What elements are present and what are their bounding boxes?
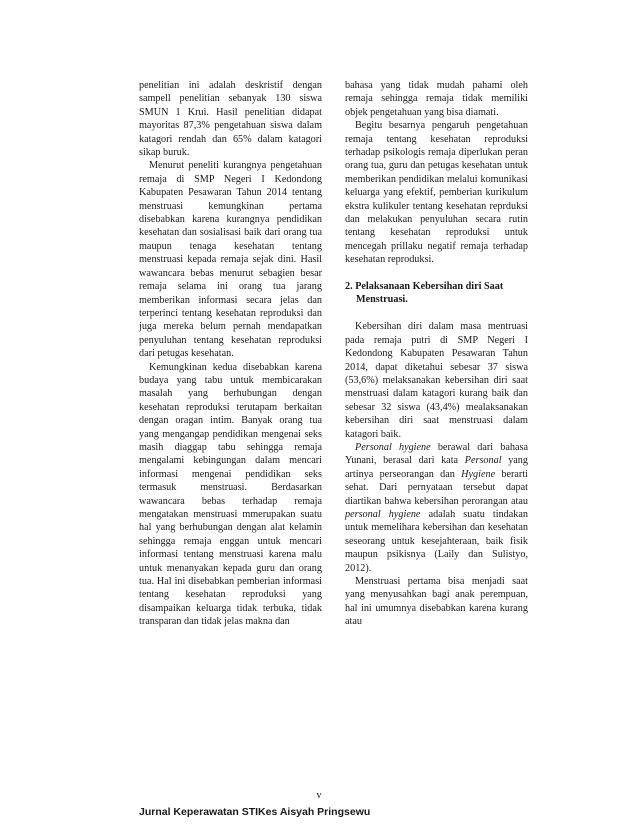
italic-term: Personal xyxy=(464,455,502,467)
paragraph: Kemungkinan kedua disebabkan karena budaya yang tabu untuk membicarakan masalah yang berhubungan dengan kesehatan reproduksi terutapam berkaitan dengan oragan intim. Banyak orang tua yang mengangap pendidikan mengenai seks masih diaggap tabu sehingga remaja mengalami kebingungan dalam mencari informasi mengenai pendidikan seks termasuk menstruasi. Berdasarkan wawancara bebas terhadap remaja mengatakan menstruasi mmerupakan suatu hal yang berhubungan dengan alat kelamin sehingga remaja enggan untuk mencari informasi tentang menstruasi karena malu untuk menanyakan kepada guru dan orang tua. Hal ini disebabkan pemberian informasi tentang kesehatan reproduksi yang disampaikan keluarga tidak terbuka, tidak transparan dan tidak jelas makna dan xyxy=(139,361,322,628)
italic-term: personal hygiene xyxy=(345,508,421,520)
paragraph: Menurut peneliti kurangnya pengetahuan remaja di SMP Negeri I Kedondong Kabupaten Pesawaran Tahun 2014 tentang menstruasi kemungkinan pertama disebabkan karena kurangnya pendidikan kesehatan dan sosialisasi baik dari orang tua maupun tenaga kesehatan tentang menstruasi kepada remaja sejak dini. Hasil wawancara bebas menurut sebagien besar remaja selama ini orang tua jarang memberikan informasi secara jelas dan terperinci tentang kesehatan reproduksi dan juga mereka belum pernah mendapatkan penyuluhan tentang kesehatan reproduksi dari petugas kesehatan. xyxy=(139,160,322,360)
journal-footer: Jurnal Keperawatan STIKes Aisyah Pringsewu xyxy=(139,806,371,818)
text-run: yang artinya perseorangan dan xyxy=(345,455,528,480)
right-column xyxy=(345,79,528,629)
text-run: adalah suatu tindakan untuk memelihara kebersihan dan kesehatan seseorang untuk kesejahteraan, baik fisik maupun psikisnya (Laily dan Sulistyo, 2012). xyxy=(345,508,528,574)
paragraph: penelitian ini adalah deskristif dengan sampell penelitian sebanyak 130 siswa SMUN 1 Krui. Hasil penelitian didapat mayoritas 87,3% pengetahuan siswa dalam katagori rendah dan 65% dalam katagori sikap buruk. xyxy=(139,80,322,159)
italic-term: Hygiene xyxy=(461,468,496,480)
left-column xyxy=(139,79,322,629)
paragraph: Kebersihan diri dalam masa mentruasi pada remaja putri di SMP Negeri I Kedondong Kabupaten Pesawaran Tahun 2014, dapat diketahui sebesar 37 siswa (53,6%) melaksanakan kebersihan diri saat menstruasi dalam katagori kurang baik dan sebesar 32 siswa (43,4%) mealaksanakan kebersihan diri saat menstruasi dalam katagori baik. xyxy=(345,321,528,440)
page-number: v xyxy=(316,790,322,801)
text-run: berawal dari bahasa Yunani, berasal dari kata xyxy=(345,441,529,467)
section-heading: 2. Pelaksanaan Kebersihan diri Saat Menstruasi. xyxy=(345,281,504,306)
paragraph: Begitu besarnya pengaruh pengetahuan remaja tentang kesehatan reproduksi terhadap psikologis remaja diperlukan peran orang tua, guru dan petugas kesehatan untuk memberikan pendidikan melalui komunikasi keluarga yang efektif, pemberian kurikulum ekstra kulikuler tentang kesehatan reprduksi dan melakukan penyuluhan secara rutin tentang kesehatan reproduksi untuk mencegah prillaku negatif remaja terhadap kesehatan reproduksi. xyxy=(345,120,528,266)
paragraph: bahasa yang tidak mudah pahami oleh remaja sehingga remaja tidak memiliki objek pengetahuan yang bisa diamati. xyxy=(345,80,528,118)
paragraph: Menstruasi pertama bisa menjadi saat yang menyusahkan bagi anak perempuan, hal ini umumnya disebabkan karena kurang atau xyxy=(345,576,528,628)
text-run: berarti sehat. Dari pernyataan tersebut dapat diartikan bahwa kebersihan perorangan atau xyxy=(345,468,528,507)
paragraph xyxy=(345,441,528,575)
italic-term: Personal hygiene xyxy=(355,441,431,453)
